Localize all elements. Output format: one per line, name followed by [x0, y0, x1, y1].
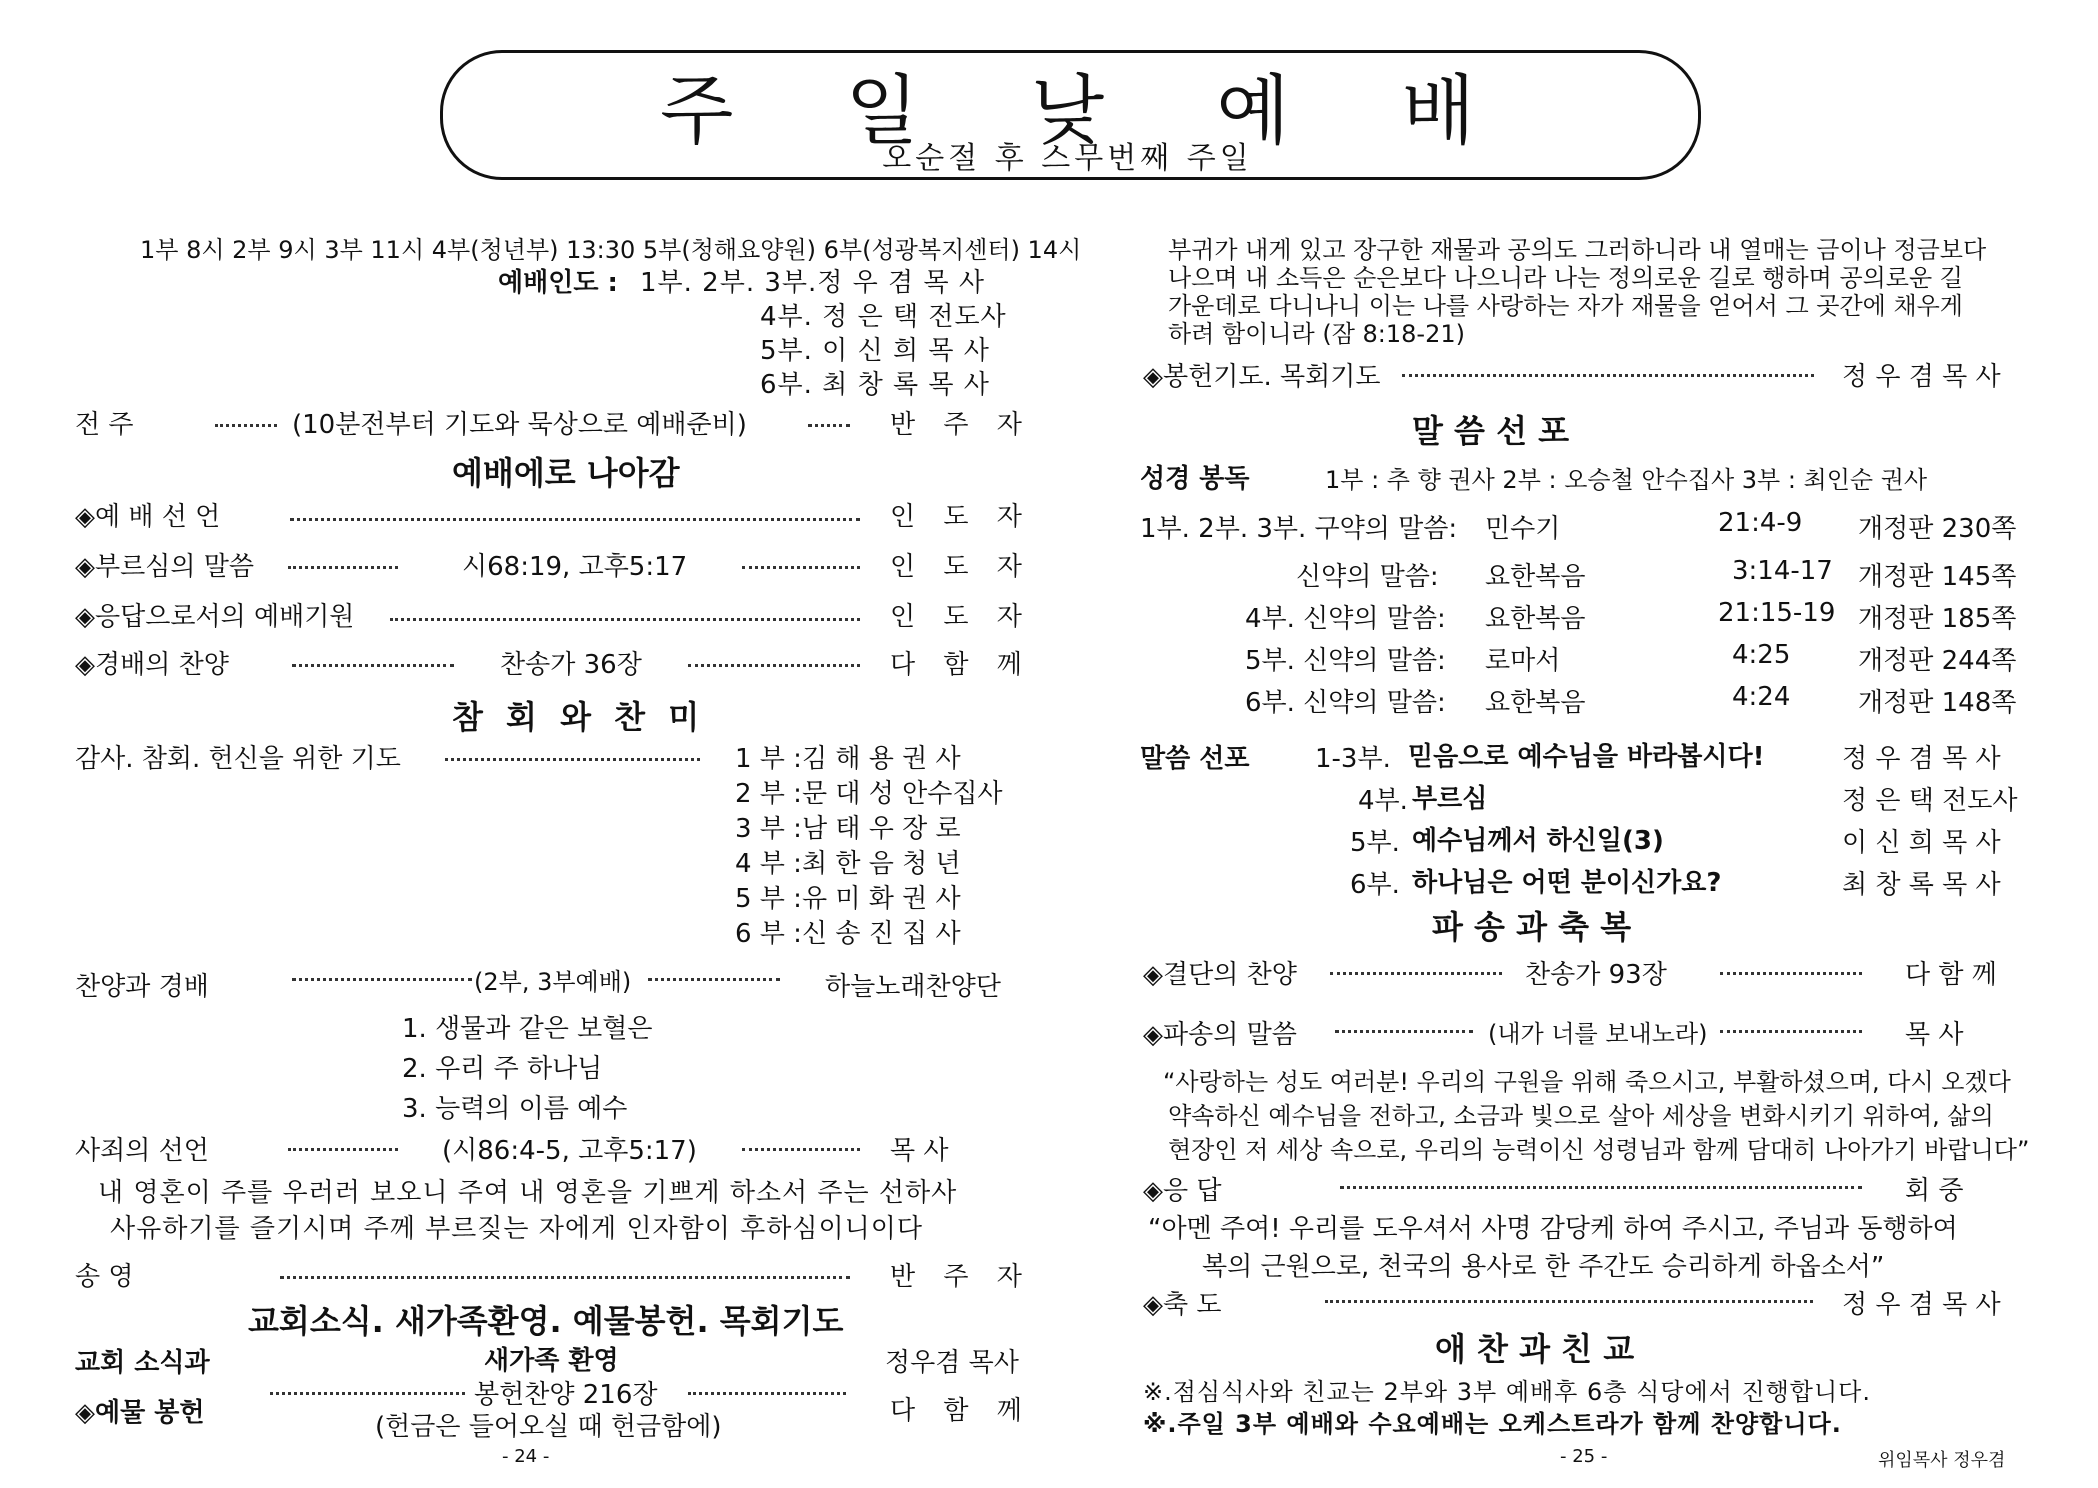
prayer-row: 2 부 :문 대 성 안수집사: [735, 779, 1003, 809]
leader-dots: [688, 664, 860, 667]
reading-ref: 21:15-19: [1718, 598, 1836, 628]
leader-dots: [1720, 1030, 1862, 1033]
service-times: 1부 8시 2부 9시 3부 11시 4부(청년부) 13:30 5부(청해요양원) 6부(성광복지센터) 14시: [140, 236, 1082, 264]
prelude-note: (10분전부터 기도와 묵상으로 예배준비): [292, 410, 747, 440]
news-label: 교회 소식과: [75, 1348, 210, 1378]
readers: 1부 : 추 향 권사 2부 : 오승철 안수집사 3부 : 최인순 권사: [1325, 466, 1928, 494]
doxology-label: 송 영: [75, 1262, 134, 1292]
sermon-title: 예수님께서 하신일(3): [1412, 826, 1664, 856]
reading-book: 요한복음: [1485, 604, 1586, 634]
leader-dots: [288, 566, 398, 569]
leader-dots: [648, 978, 780, 981]
offering-role: 다 함 께: [890, 1396, 1032, 1426]
prayer-row: 3 부 :남 태 우 장 로: [735, 814, 961, 844]
order-item-role: 인 도 자: [890, 502, 1032, 532]
reading-ref: 21:4-9: [1718, 508, 1803, 538]
leader-dots: [688, 1392, 846, 1395]
prayer-label: 감사. 참회. 헌신을 위한 기도: [75, 744, 401, 774]
leader-dots: [270, 1392, 465, 1395]
notice-line: ※.점심식사와 친교는 2부와 3부 예배후 6층 식당에서 진행합니다.: [1143, 1378, 1871, 1406]
section-heading: 참 회 와 찬 미: [452, 698, 706, 736]
page-number: - 25 -: [1560, 1446, 1608, 1467]
closing-label: ◈결단의 찬양: [1143, 960, 1297, 990]
absolution-role: 목 사: [890, 1136, 949, 1166]
leader-dots: [1720, 972, 1862, 975]
prayer-row: 5 부 :유 미 화 권 사: [735, 884, 961, 914]
sermon-who: 5부.: [1350, 828, 1400, 858]
section-heading: 말 씀 선 포: [1412, 412, 1570, 450]
closing-role: 다 함 께: [1905, 960, 1997, 990]
leaders-label: 예배인도 :: [498, 268, 618, 298]
praise-role: 하늘노래찬양단: [825, 972, 1001, 1002]
order-item-label: ◈부르심의 말씀: [75, 552, 254, 582]
reading-book: 요한복음: [1485, 562, 1586, 592]
scripture-quote-line: 하려 함이니라 (잠 8:18-21): [1168, 320, 1465, 348]
leader-dots: [280, 1276, 850, 1279]
leader-row: 6부. 최 창 록 목 사: [760, 370, 990, 400]
praise-label: 찬양과 경배: [75, 972, 209, 1002]
order-item-role: 다 함 께: [890, 650, 1032, 680]
absolution-ref: (시86:4-5, 고후5:17): [442, 1136, 697, 1166]
offering-label: ◈예물 봉헌: [75, 1398, 205, 1428]
leader-row: 5부. 이 신 희 목 사: [760, 336, 990, 366]
section-heading: 파 송 과 축 복: [1432, 908, 1632, 946]
sermon-pastor: 정 은 택 전도사: [1842, 786, 2018, 816]
reading-ref: 3:14-17: [1732, 556, 1833, 586]
order-item-role: 인 도 자: [890, 552, 1032, 582]
order-item-ref: 시68:19, 고후5:17: [462, 552, 688, 582]
offer-prayer-role: 정 우 겸 목 사: [1842, 362, 2001, 392]
page-number: - 24 -: [502, 1446, 550, 1467]
leader-dots: [808, 424, 850, 427]
order-item-label: ◈예 배 선 언: [75, 502, 221, 532]
sermon-who: 6부.: [1350, 870, 1400, 900]
prayer-row: 4 부 :최 한 음 청 년: [735, 849, 961, 879]
reading-book: 민수기: [1485, 514, 1561, 544]
order-item-ref: 찬송가 36장: [500, 650, 642, 680]
song-item: 2. 우리 주 하나님: [402, 1054, 603, 1084]
sermon-title: 하나님은 어떤 분이신가요?: [1412, 868, 1722, 898]
reading-page: 개정판 230쪽: [1858, 514, 2017, 544]
leader-row: 1부. 2부. 3부.정 우 겸 목 사: [640, 268, 985, 298]
prelude-role: 반 주 자: [890, 410, 1032, 440]
sermon-pastor: 이 신 희 목 사: [1842, 828, 2001, 858]
leader-dots: [445, 758, 700, 761]
news-role: 정우겸 목사: [885, 1348, 1019, 1378]
prayer-row: 6 부 :신 송 진 집 사: [735, 919, 961, 949]
sermon-who: 1-3부.: [1315, 744, 1391, 774]
leader-dots: [1335, 1030, 1473, 1033]
leader-dots: [1325, 1300, 1813, 1303]
offer-prayer-label: ◈봉헌기도. 목회기도: [1143, 362, 1381, 392]
leader-dots: [292, 978, 472, 981]
reading-page: 개정판 148쪽: [1858, 688, 2017, 718]
leader-dots: [1402, 374, 1814, 377]
order-item-label: ◈경배의 찬양: [75, 650, 229, 680]
offering-song: 봉헌찬양 216장: [474, 1380, 658, 1410]
sermon-title: 부르심: [1412, 784, 1488, 814]
leader-dots: [292, 664, 454, 667]
sending-text: 약속하신 예수님을 전하고, 소금과 빛으로 살아 세상을 변화시키기 위하여, 삶의: [1168, 1102, 1994, 1130]
reading-who: 5부. 신약의 말씀:: [1245, 646, 1446, 676]
scripture-quote-line: 나으며 내 소득은 순은보다 나으니라 나는 정의로운 길로 행하며 공의로운 길: [1168, 264, 1963, 292]
leader-dots: [215, 424, 277, 427]
sermon-title: 믿음으로 예수님을 바라봅시다!: [1408, 742, 1765, 772]
leader-dots: [288, 1148, 398, 1151]
doxology-role: 반 주 자: [890, 1262, 1032, 1292]
reading-label: 성경 봉독: [1140, 464, 1250, 494]
reading-who: 신약의 말씀:: [1296, 562, 1439, 592]
sending-role: 목 사: [1905, 1020, 1964, 1050]
section-heading: 교회소식. 새가족환영. 예물봉헌. 목회기도: [248, 1302, 844, 1340]
leader-dots: [1330, 972, 1502, 975]
sending-text: “사랑하는 성도 여러분! 우리의 구원을 위해 죽으시고, 부활하셨으며, 다시 오겠다: [1163, 1068, 2011, 1096]
leader-dots: [742, 1148, 860, 1151]
reading-page: 개정판 185쪽: [1858, 604, 2017, 634]
scripture-quote-line: 가운데로 다니나니 이는 나를 사랑하는 자가 재물을 얻어서 그 곳간에 채우게: [1168, 292, 1963, 320]
song-item: 1. 생물과 같은 보혈은: [402, 1014, 653, 1044]
order-item-role: 인 도 자: [890, 602, 1032, 632]
offering-note: (헌금은 들어오실 때 헌금함에): [375, 1412, 722, 1442]
reading-page: 개정판 145쪽: [1858, 562, 2017, 592]
reading-who: 6부. 신약의 말씀:: [1245, 688, 1446, 718]
closing-song: 찬송가 93장: [1525, 960, 1667, 990]
absolution-verse: 내 영혼이 주를 우러러 보오니 주여 내 영혼을 기쁘게 하소서 주는 선하사: [98, 1178, 958, 1208]
reading-book: 요한복음: [1485, 688, 1586, 718]
reading-who: 1부. 2부. 3부. 구약의 말씀:: [1140, 514, 1458, 544]
benediction-label: ◈축 도: [1143, 1290, 1222, 1320]
sermon-who: 4부.: [1358, 786, 1408, 816]
sending-text: 현장인 저 세상 속으로, 우리의 능력이신 성령님과 함께 담대히 나아가기 바랍니다”: [1168, 1136, 2030, 1164]
sending-label: ◈파송의 말씀: [1143, 1020, 1297, 1050]
absolution-label: 사죄의 선언: [75, 1136, 209, 1166]
praise-note: (2부, 3부예배): [474, 968, 632, 996]
sending-ref: (내가 너를 보내노라): [1488, 1020, 1708, 1048]
reading-ref: 4:25: [1732, 640, 1791, 670]
response-text: 복의 근원으로, 천국의 용사로 한 주간도 승리하게 하옵소서”: [1202, 1252, 1885, 1282]
order-item-label: ◈응답으로서의 예배기원: [75, 602, 355, 632]
prelude-label: 전 주: [75, 410, 134, 440]
reading-book: 로마서: [1485, 646, 1561, 676]
notice-line: ※.주일 3부 예배와 수요예배는 오케스트라가 함께 찬양합니다.: [1143, 1410, 1842, 1438]
absolution-verse: 사유하기를 즐기시며 주께 부르짖는 자에게 인자함이 후하심이니이다: [110, 1214, 923, 1244]
prayer-row: 1 부 :김 해 용 권 사: [735, 744, 961, 774]
reading-page: 개정판 244쪽: [1858, 646, 2017, 676]
leader-dots: [1340, 1186, 1862, 1189]
section-heading: 애 찬 과 친 교: [1435, 1330, 1635, 1368]
benediction-role: 정 우 겸 목 사: [1842, 1290, 2001, 1320]
sermon-pastor: 정 우 겸 목 사: [1842, 744, 2001, 774]
leader-dots: [290, 518, 860, 521]
page-title: 주 일 낮 예 배: [659, 66, 1476, 155]
leader-dots: [390, 618, 860, 621]
song-item: 3. 능력의 이름 예수: [402, 1094, 628, 1124]
sermon-label: 말씀 선포: [1140, 744, 1250, 774]
leader-row: 4부. 정 은 택 전도사: [760, 302, 1007, 332]
response-role: 회 중: [1905, 1176, 1964, 1206]
response-text: “아멘 주여! 우리를 도우셔서 사명 감당케 하여 주시고, 주님과 동행하여: [1148, 1214, 1958, 1244]
scripture-quote-line: 부귀가 내게 있고 장구한 재물과 공의도 그러하니라 내 열매는 금이나 정금보다: [1168, 236, 1987, 264]
page-subtitle: 오순절 후 스무번째 주일: [882, 141, 1253, 176]
response-label: ◈응 답: [1143, 1176, 1222, 1206]
section-heading: 예배에로 나아감: [452, 454, 680, 492]
reading-who: 4부. 신약의 말씀:: [1245, 604, 1446, 634]
newcomer-label: 새가족 환영: [484, 1346, 619, 1376]
sermon-pastor: 최 창 록 목 사: [1842, 870, 2001, 900]
reading-ref: 4:24: [1732, 682, 1791, 712]
pastor-signature: 위임목사 정우겸: [1878, 1450, 2006, 1471]
leader-dots: [742, 566, 860, 569]
